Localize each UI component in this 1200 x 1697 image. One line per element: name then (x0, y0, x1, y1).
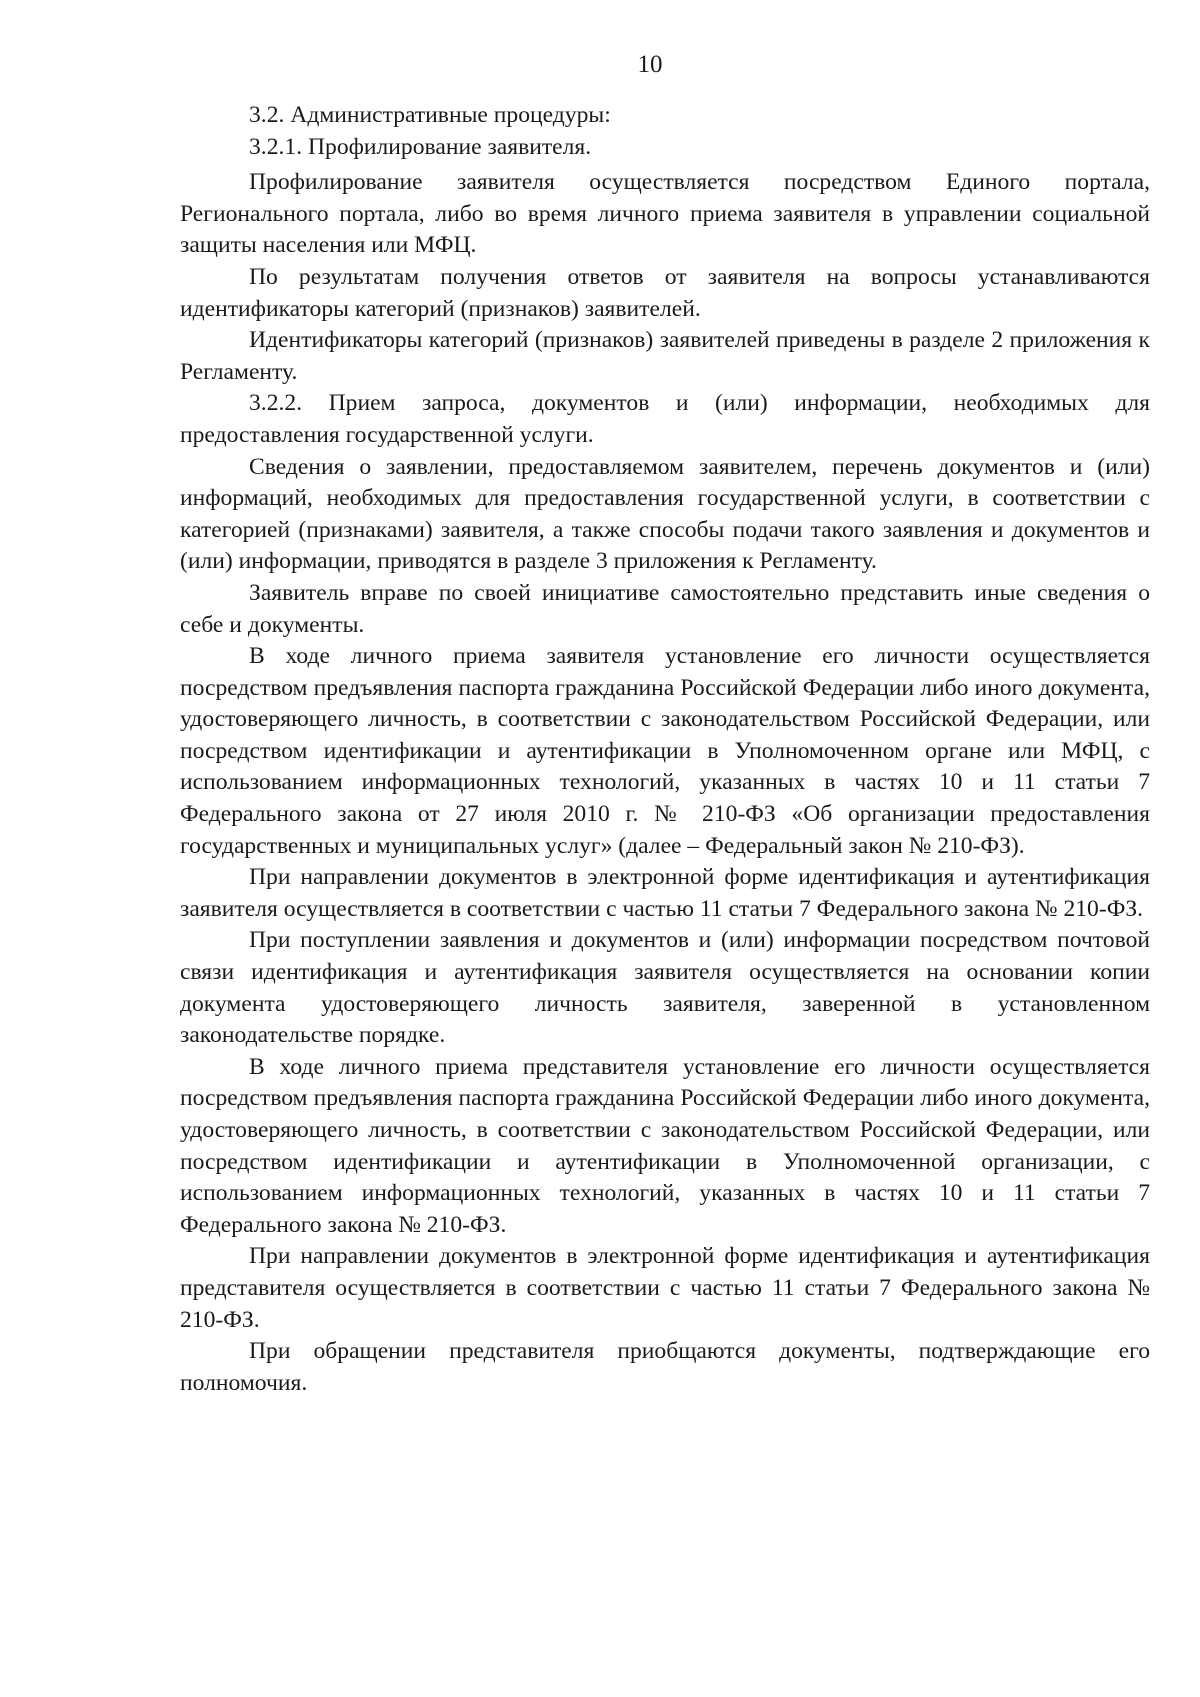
paragraph: Идентификаторы категорий (признаков) заявителей приведены в разделе 2 приложения к Регламенту. (180, 327, 1150, 385)
paragraph: При направлении документов в электронной форме идентификация и аутентификация представителя осуществляется в соответствии с частью 11 статьи 7 Федерального закона № 210-ФЗ. (180, 1243, 1150, 1333)
section-heading: 3.2. Административные процедуры: (249, 102, 611, 128)
paragraph: При направлении документов в электронной форме идентификация и аутентификация заявителя осуществляется в соответствии с частью 11 статьи 7 Федерального закона № 210-ФЗ. (180, 864, 1150, 922)
paragraph: В ходе личного приема представителя установление его личности осуществляется посредством предъявления паспорта гражданина Российской Федерации либо иного документа, удостоверяющего личность, в соответствии с законодательством Российской Федерации, или посредством идентификации и аутентификации в Уполномоченной организации, с использованием информационных технологий, указанных в частях 10 и 11 статьи 7 Федерального закона № 210-ФЗ. (180, 1053, 1150, 1238)
paragraph: В ходе личного приема заявителя установление его личности осуществляется посредством предъявления паспорта гражданина Российской Федерации либо иного документа, удостоверяющего личность, в соответствии с законодательством Российской Федерации, или посредством идентификации и аутентификации в Уполномоченном органе или МФЦ, с использованием информационных технологий, указанных в частях 10 и 11 статьи 7 Федерального закона от 27 июля 2010 г. № 210-ФЗ «Об организации предоставления государственных и муниципальных услуг» (далее – Федеральный закон № 210-ФЗ). (180, 643, 1150, 859)
paragraph: При поступлении заявления и документов и (или) информации посредством почтовой связи идентификация и аутентификация заявителя осуществляется на основании копии документа удостоверяющего личность заявителя, заверенной в установленном законодательстве порядке. (180, 927, 1150, 1049)
subsection-heading: 3.2.1. Профилирование заявителя. (249, 133, 592, 160)
paragraph: Заявитель вправе по своей инициативе самостоятельно представить иные сведения о себе и документы. (180, 579, 1150, 638)
paragraph: По результатам получения ответов от заявителя на вопросы устанавливаются идентификаторы категорий (признаков) заявителей. (180, 263, 1150, 322)
paragraph: Профилирование заявителя осуществляется посредством Единого портала, Регионального портала, либо во время личного приема заявителя в управлении социальной защиты населения или МФЦ. (180, 169, 1150, 259)
document-body (180, 100, 1150, 1399)
page-number: 10 (637, 51, 663, 78)
paragraph: Сведения о заявлении, предоставляемом заявителем, перечень документов и (или) информаций, необходимых для предоставления государственной услуги, в соответствии с категорией (признаками) заявителя, а также способы подачи такого заявления и документов и (или) информации, приводятся в разделе 3 приложения к Регламенту. (180, 453, 1150, 575)
paragraph: При обращении представителя приобщаются документы, подтверждающие его полномочия. (180, 1338, 1150, 1396)
subsection-heading: 3.2.2. Прием запроса, документов и (или) информации, необходимых для предоставления государственной услуги. (180, 390, 1150, 448)
